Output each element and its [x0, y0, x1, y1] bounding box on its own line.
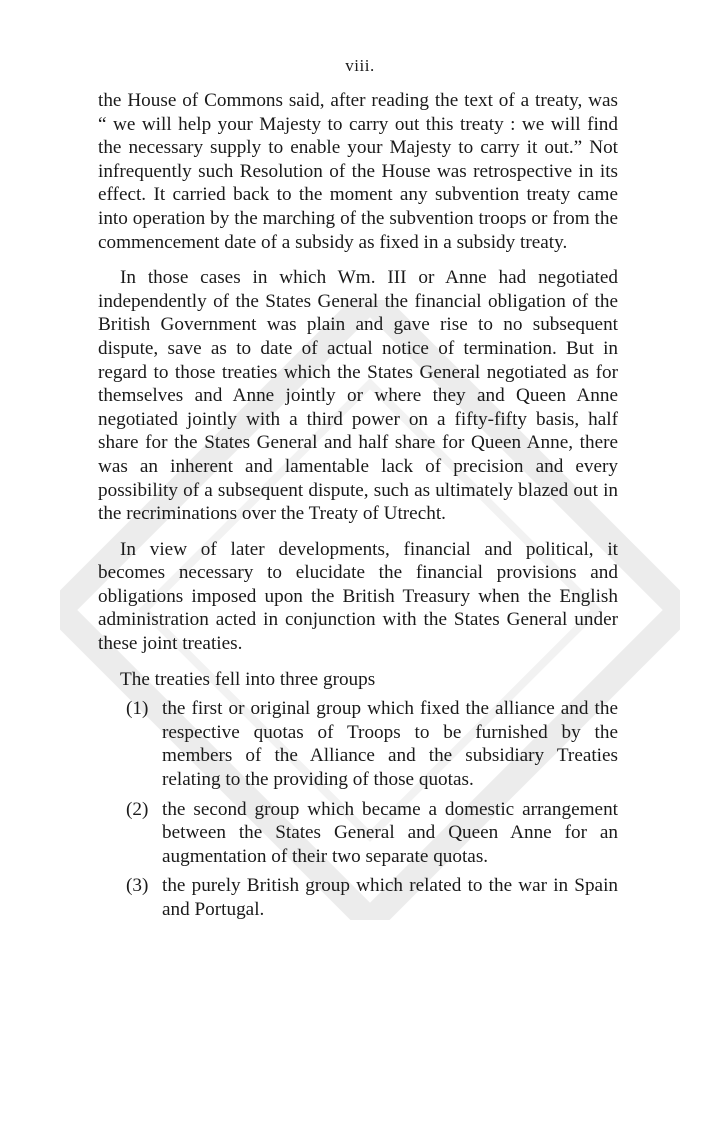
list-item-number: (3): [126, 875, 149, 897]
list-item-text: the second group which became a domestic arrangement between the States General and Queen Anne for an augmentation of their two separate quotas.: [162, 798, 618, 867]
paragraph-continued: the House of Commons said, after reading the text of a treaty, was “ we will help your Majesty to carry out this treaty : we will find the necessary supply to enable your Majesty to carry it out.” Not infrequently such Resolution of the House was retrospective in its effect. It carried back to the moment any subvention treaty came into operation by the marching of the subvention troops or from the commencement date of a subsidy as fixed in a subsidy treaty.: [98, 90, 618, 253]
paragraph: In those cases in which Wm. III or Anne had negotiated independently of the States General the financial obligation of the British Government was plain and gave rise to no subsequent dispute, save as to date of actual notice of termination. But in regard to those treaties which the States General negotiated as for themselves and Anne jointly or where they and Queen Anne negotiated jointly with a third power on a fifty-fifty basis, half share for the States General and half share for Queen Anne, there was an inherent and lamentable lack of precision and every possibility of a subsequent dispute, such as ultimately blazed out in the recriminations over the Treaty of Utrecht.: [98, 267, 618, 525]
paragraph: In view of later developments, financial and political, it becomes necessary to elucidate the financial provisions and obligations imposed upon the British Treasury when the English administration acted in conjunction with the States General under these joint treaties.: [98, 538, 618, 655]
list-item-number: (2): [126, 798, 149, 820]
list-item-number: (1): [126, 698, 149, 720]
list-intro: The treaties fell into three groups: [120, 668, 376, 690]
list-item: [98, 874, 618, 921]
list-item: [98, 697, 618, 791]
page-number: viii.: [345, 56, 375, 75]
list-item-text: the purely British group which related to the war in Spain and Portugal.: [162, 875, 618, 920]
list-item: [98, 798, 618, 869]
list-item-text: the first or original group which fixed the alliance and the respective quotas of Troops to be furnished by the members of the Alliance and the subsidiary Treaties relating to the providing of those quotas.: [162, 698, 618, 791]
body-text: [98, 89, 618, 928]
treaty-groups-list: [98, 697, 618, 921]
